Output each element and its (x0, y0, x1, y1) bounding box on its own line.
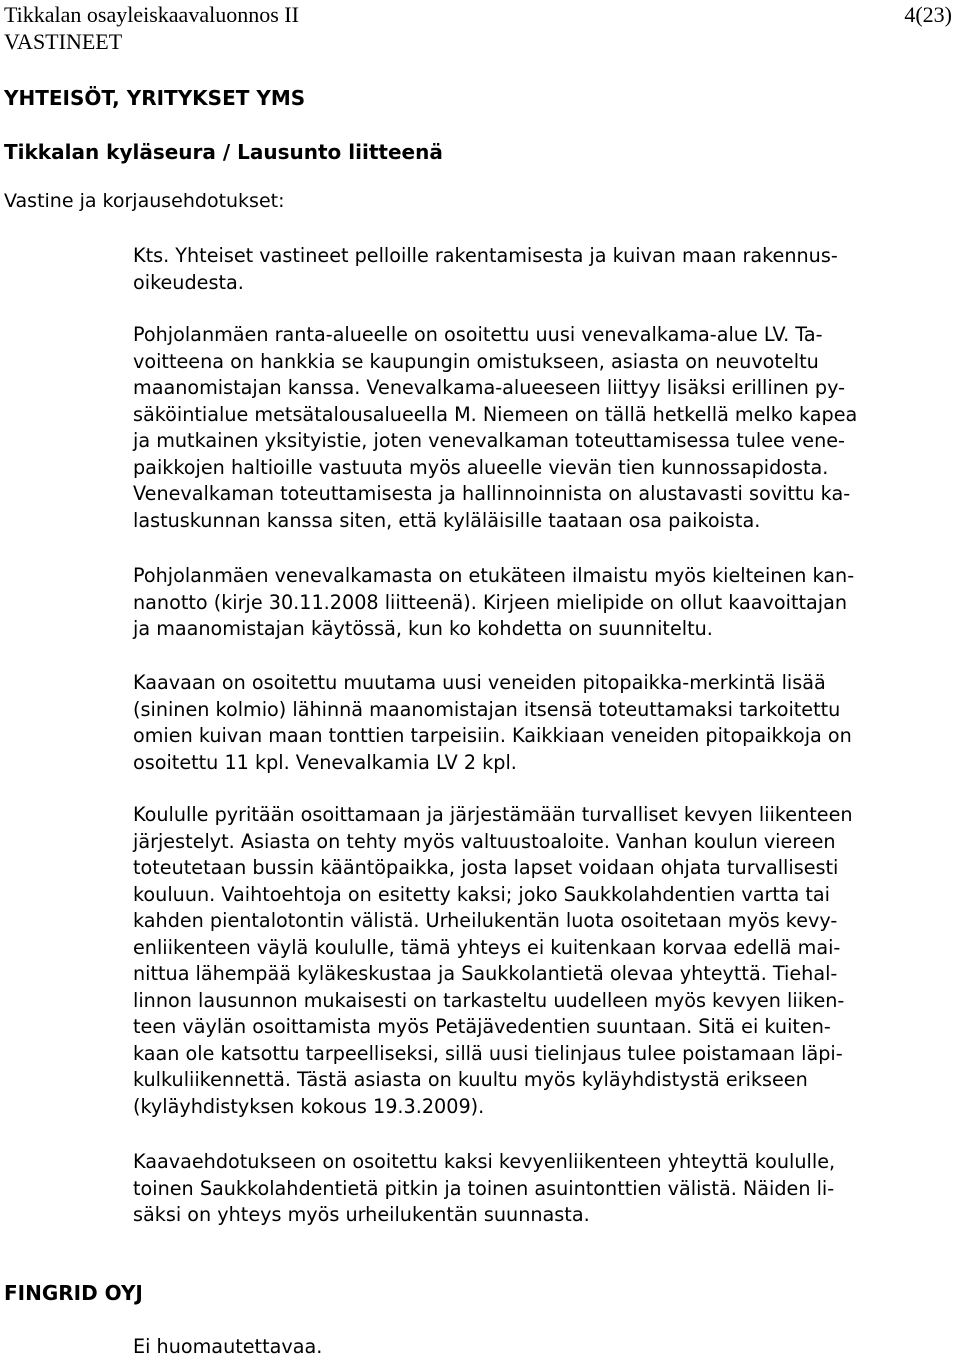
paragraph-common-responses: Kts. Yhteiset vastineet pelloille rakentamisesta ja kuivan maan rakennus- oikeudesta. (133, 244, 838, 294)
paragraph-plan-proposal: Kaavaehdotukseen on osoitettu kaksi kevyenliikenteen yhteyttä koululle, toinen Saukkolahdentietä pitkin ja toinen asuintonttien välistä. Näiden li- säksi on yhteys myös urheilukentän suunnasta. (133, 1150, 836, 1226)
paragraph-boat-storage: Kaavaan on osoitettu muutama uusi veneiden pitopaikka-merkintä lisää (sininen kolmio) lähinnä maanomistajan itsensä toteuttamaksi tarkoitettu omien kuivan maan tonttien tarpeisiin. Kaikkiaan veneiden pitopaikkoja on osoitettu 11 kpl. Venevalkamia LV 2 kpl. (133, 671, 852, 774)
response-label: Vastine ja korjausehdotukset: (4, 190, 285, 212)
subheading-village-association: Tikkalan kyläseura / Lausunto liitteenä (4, 140, 443, 164)
paragraph-school-traffic: Koululle pyritään osoittamaan ja järjestämään turvalliset kevyen liikenteen järjestelyt. Asiasta on tehty myös valtuustoaloite. Vanhan koulun viereen toteutetaan bussin kääntöpaikka, josta lapset voidaan ohjata turvallisesti kouluun. Vaihtoehtoja on esitetty kaksi; joko Saukkolahdentien vartta tai kahden pientalotontin välistä. Urheilukentän luota osoitetaan myös kevy- enliikenteen väylä koululle, tämä yhteys ei kuitenkaan korvaa edellä mai- nittua lähempää kyläkeskustaa ja Saukkolantietä olevaa yhteyttä. Tiehal- linnon lausunnon mukaisesti on tarkasteltu uudelleen myös kevyen liiken- teen väylän osoittamista myös Petäjävedentien suuntaan. Sitä ei kuiten- kaan ole katsottu tarpeelliseksi, sillä uusi tielinjaus tulee poistamaan läpi- kulkuliikennettä. Tästä asiasta on kuultu myös kyläyhdistystä erikseen (kyläyhdistyksen kokous 19.3.2009). (133, 803, 853, 1118)
page-number: 4(23) (904, 2, 952, 27)
paragraph-fingrid: Ei huomautettavaa. (133, 1335, 323, 1358)
section-heading-fingrid: FINGRID OYJ (4, 1281, 143, 1305)
document-title: Tikkalan osayleiskaavaluonnos II (4, 2, 299, 27)
paragraph-negative-opinion: Pohjolanmäen venevalkamasta on etukäteen ilmaistu myös kielteinen kan- nanotto (kirje 30.11.2008 liitteenä). Kirjeen mielipide on ollut kaavoittajan ja maanomistajan käytössä, kun ko kohdetta on suunniteltu. (133, 564, 855, 640)
section-heading-communities: YHTEISÖT, YRITYKSET YMS (4, 86, 306, 110)
document-subtitle: VASTINEET (4, 29, 123, 54)
paragraph-boat-harbour: Pohjolanmäen ranta-alueelle on osoitettu uusi venevalkama-alue LV. Ta- voitteena on hankkia se kaupungin omistukseen, asiasta on neuvoteltu maanomistajan kanssa. Venevalkama-alueeseen liittyy lisäksi erillinen py- säköintialue metsätalousalueella M. Niemeen on tällä hetkellä melko kapea ja mutkainen yksityistie, joten venevalkaman toteuttamisessa tulee vene- paikkojen haltioille vastuuta myös alueelle vievän tien kunnossapidosta. Venevalkaman toteuttamisesta ja hallinnoinnista on alustavasti sovittu ka- lastuskunnan kanssa siten, että kyläläisille taataan osa paikoista. (133, 323, 858, 532)
